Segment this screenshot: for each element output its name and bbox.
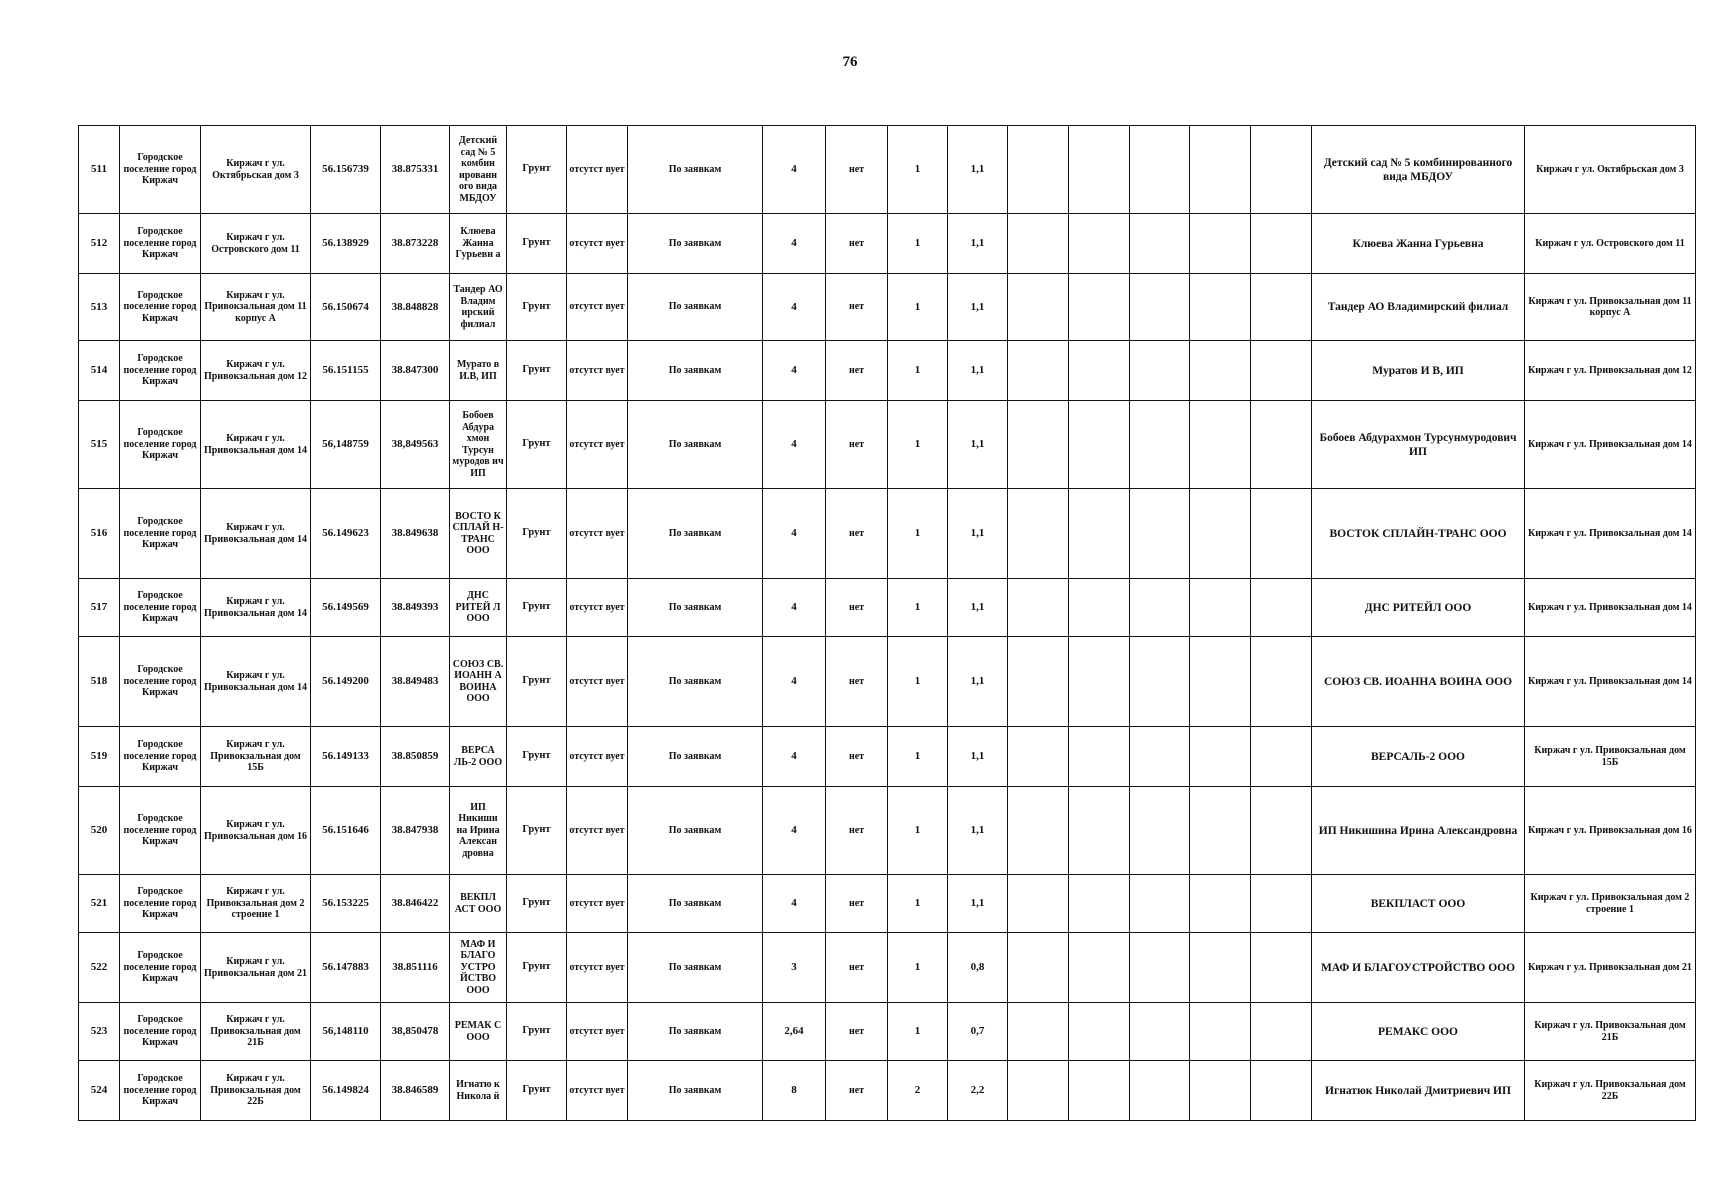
cell-containers: 1 xyxy=(888,401,948,489)
cell-address: Киржач г ул. Привокзальная дом 14 xyxy=(201,579,311,637)
cell-schedule: По заявкам xyxy=(628,489,763,579)
cell-org: Клюева Жанна Гурьевна xyxy=(1312,214,1525,274)
cell-containers: 1 xyxy=(888,489,948,579)
cell-owner-short: МАФ И БЛАГО УСТРО ЙСТВО ООО xyxy=(450,933,507,1003)
cell-schedule: По заявкам xyxy=(628,787,763,875)
cell-shelter: нет xyxy=(826,341,888,401)
cell-org: ВЕКПЛАСТ ООО xyxy=(1312,875,1525,933)
cell-org-address: Киржач г ул. Привокзальная дом 14 xyxy=(1525,579,1696,637)
container-sites-table xyxy=(78,125,1696,1121)
cell-empty xyxy=(1130,933,1190,1003)
cell-org-address: Киржач г ул. Привокзальная дом 2 строение 1 xyxy=(1525,875,1696,933)
cell-n: 517 xyxy=(79,579,120,637)
cell-settlement: Городское поселение город Киржач xyxy=(120,637,201,727)
cell-address: Киржач г ул. Привокзальная дом 16 xyxy=(201,787,311,875)
cell-surface: Грунт xyxy=(507,637,567,727)
cell-lat: 56,148110 xyxy=(311,1003,381,1061)
cell-empty xyxy=(1251,274,1312,341)
cell-schedule: По заявкам xyxy=(628,126,763,214)
cell-owner-short: Бобоев Абдура хмон Турсун муродов ич ИП xyxy=(450,401,507,489)
cell-area: 4 xyxy=(763,727,826,787)
table-row xyxy=(79,875,1696,933)
cell-empty xyxy=(1069,787,1130,875)
table-row xyxy=(79,1061,1696,1121)
cell-empty xyxy=(1008,489,1069,579)
cell-lon: 38,849563 xyxy=(381,401,450,489)
cell-lat: 56,148759 xyxy=(311,401,381,489)
cell-empty xyxy=(1008,1061,1069,1121)
cell-empty xyxy=(1190,341,1251,401)
cell-n: 522 xyxy=(79,933,120,1003)
cell-n: 523 xyxy=(79,1003,120,1061)
cell-containers: 1 xyxy=(888,933,948,1003)
cell-org: Тандер АО Владимирский филиал xyxy=(1312,274,1525,341)
cell-schedule: По заявкам xyxy=(628,579,763,637)
cell-org-address: Киржач г ул. Привокзальная дом 21Б xyxy=(1525,1003,1696,1061)
cell-settlement: Городское поселение город Киржач xyxy=(120,875,201,933)
cell-schedule: По заявкам xyxy=(628,214,763,274)
cell-volume: 1,1 xyxy=(948,727,1008,787)
cell-empty xyxy=(1251,1061,1312,1121)
cell-org-address: Киржач г ул. Привокзальная дом 16 xyxy=(1525,787,1696,875)
cell-fence: отсутст вует xyxy=(567,875,628,933)
cell-lon: 38.849393 xyxy=(381,579,450,637)
cell-containers: 1 xyxy=(888,341,948,401)
cell-empty xyxy=(1069,126,1130,214)
cell-n: 513 xyxy=(79,274,120,341)
cell-settlement: Городское поселение город Киржач xyxy=(120,401,201,489)
cell-fence: отсутст вует xyxy=(567,933,628,1003)
cell-lat: 56.149200 xyxy=(311,637,381,727)
cell-empty xyxy=(1190,1003,1251,1061)
cell-org: ДНС РИТЕЙЛ ООО xyxy=(1312,579,1525,637)
cell-containers: 1 xyxy=(888,875,948,933)
cell-org: Бобоев Абдурахмон Турсунмуродович ИП xyxy=(1312,401,1525,489)
cell-empty xyxy=(1251,787,1312,875)
cell-owner-short: Мурато в И.В, ИП xyxy=(450,341,507,401)
cell-owner-short: РЕМАК С ООО xyxy=(450,1003,507,1061)
cell-settlement: Городское поселение город Киржач xyxy=(120,1003,201,1061)
cell-schedule: По заявкам xyxy=(628,1003,763,1061)
cell-empty xyxy=(1130,214,1190,274)
cell-settlement: Городское поселение город Киржач xyxy=(120,274,201,341)
cell-shelter: нет xyxy=(826,1003,888,1061)
table-row xyxy=(79,1003,1696,1061)
cell-empty xyxy=(1008,126,1069,214)
cell-empty xyxy=(1130,787,1190,875)
cell-owner-short: Детский сад № 5 комбин ированн ого вида МБДОУ xyxy=(450,126,507,214)
cell-surface: Грунт xyxy=(507,126,567,214)
cell-area: 4 xyxy=(763,214,826,274)
cell-shelter: нет xyxy=(826,579,888,637)
cell-org: ВОСТОК СПЛАЙН-ТРАНС ООО xyxy=(1312,489,1525,579)
cell-schedule: По заявкам xyxy=(628,637,763,727)
cell-empty xyxy=(1190,875,1251,933)
cell-volume: 1,1 xyxy=(948,787,1008,875)
cell-lat: 56.149623 xyxy=(311,489,381,579)
cell-lon: 38.848828 xyxy=(381,274,450,341)
cell-owner-short: ДНС РИТЕЙ Л ООО xyxy=(450,579,507,637)
cell-empty xyxy=(1008,875,1069,933)
cell-shelter: нет xyxy=(826,489,888,579)
cell-volume: 1,1 xyxy=(948,341,1008,401)
cell-area: 8 xyxy=(763,1061,826,1121)
table-row xyxy=(79,579,1696,637)
cell-volume: 1,1 xyxy=(948,489,1008,579)
cell-shelter: нет xyxy=(826,933,888,1003)
cell-empty xyxy=(1251,579,1312,637)
cell-org-address: Киржач г ул. Привокзальная дом 12 xyxy=(1525,341,1696,401)
cell-lon: 38.846589 xyxy=(381,1061,450,1121)
cell-empty xyxy=(1130,1061,1190,1121)
cell-empty xyxy=(1008,214,1069,274)
cell-schedule: По заявкам xyxy=(628,401,763,489)
cell-lon: 38.850859 xyxy=(381,727,450,787)
cell-lat: 56.153225 xyxy=(311,875,381,933)
cell-empty xyxy=(1190,126,1251,214)
cell-shelter: нет xyxy=(826,214,888,274)
cell-owner-short: ВЕКПЛ АСТ ООО xyxy=(450,875,507,933)
cell-empty xyxy=(1251,1003,1312,1061)
cell-lat: 56.150674 xyxy=(311,274,381,341)
page-number: 76 xyxy=(842,54,858,70)
cell-empty xyxy=(1190,579,1251,637)
cell-empty xyxy=(1130,637,1190,727)
cell-empty xyxy=(1008,341,1069,401)
cell-n: 521 xyxy=(79,875,120,933)
cell-empty xyxy=(1069,875,1130,933)
cell-address: Киржач г ул. Привокзальная дом 21Б xyxy=(201,1003,311,1061)
cell-lon: 38.846422 xyxy=(381,875,450,933)
cell-empty xyxy=(1251,489,1312,579)
cell-address: Киржач г ул. Привокзальная дом 12 xyxy=(201,341,311,401)
cell-owner-short: СОЮЗ СВ. ИОАНН А ВОИНА ООО xyxy=(450,637,507,727)
cell-empty xyxy=(1251,341,1312,401)
cell-fence: отсутст вует xyxy=(567,126,628,214)
cell-empty xyxy=(1008,579,1069,637)
cell-empty xyxy=(1069,341,1130,401)
cell-containers: 1 xyxy=(888,274,948,341)
cell-empty xyxy=(1190,787,1251,875)
cell-lon: 38.847300 xyxy=(381,341,450,401)
cell-lat: 56.138929 xyxy=(311,214,381,274)
cell-empty xyxy=(1190,214,1251,274)
cell-schedule: По заявкам xyxy=(628,274,763,341)
cell-n: 514 xyxy=(79,341,120,401)
cell-volume: 1,1 xyxy=(948,126,1008,214)
cell-empty xyxy=(1190,727,1251,787)
cell-surface: Грунт xyxy=(507,489,567,579)
cell-fence: отсутст вует xyxy=(567,214,628,274)
cell-containers: 1 xyxy=(888,579,948,637)
table-row xyxy=(79,727,1696,787)
cell-fence: отсутст вует xyxy=(567,1061,628,1121)
cell-volume: 1,1 xyxy=(948,401,1008,489)
cell-org: Игнатюк Николай Дмитриевич ИП xyxy=(1312,1061,1525,1121)
table-row xyxy=(79,214,1696,274)
cell-owner-short: ИП Никиши на Ирина Алексан дровна xyxy=(450,787,507,875)
cell-address: Киржач г ул. Привокзальная дом 14 xyxy=(201,401,311,489)
table-row xyxy=(79,274,1696,341)
table-row xyxy=(79,637,1696,727)
cell-empty xyxy=(1069,1003,1130,1061)
cell-area: 4 xyxy=(763,637,826,727)
cell-owner-short: Клюева Жанна Гурьевн а xyxy=(450,214,507,274)
cell-area: 4 xyxy=(763,787,826,875)
cell-empty xyxy=(1130,1003,1190,1061)
cell-fence: отсутст вует xyxy=(567,727,628,787)
cell-n: 520 xyxy=(79,787,120,875)
cell-volume: 1,1 xyxy=(948,637,1008,727)
cell-owner-short: Игнатю к Никола й xyxy=(450,1061,507,1121)
cell-area: 4 xyxy=(763,126,826,214)
cell-shelter: нет xyxy=(826,727,888,787)
cell-empty xyxy=(1008,401,1069,489)
table-row xyxy=(79,126,1696,214)
cell-org-address: Киржач г ул. Привокзальная дом 22Б xyxy=(1525,1061,1696,1121)
cell-empty xyxy=(1069,214,1130,274)
cell-area: 2,64 xyxy=(763,1003,826,1061)
cell-empty xyxy=(1130,579,1190,637)
cell-volume: 1,1 xyxy=(948,274,1008,341)
cell-lat: 56.149133 xyxy=(311,727,381,787)
cell-empty xyxy=(1251,875,1312,933)
cell-surface: Грунт xyxy=(507,787,567,875)
cell-org: ИП Никишина Ирина Александровна xyxy=(1312,787,1525,875)
cell-volume: 1,1 xyxy=(948,579,1008,637)
cell-empty xyxy=(1190,1061,1251,1121)
cell-containers: 1 xyxy=(888,214,948,274)
cell-org: ВЕРСАЛЬ-2 ООО xyxy=(1312,727,1525,787)
cell-empty xyxy=(1069,579,1130,637)
cell-empty xyxy=(1130,489,1190,579)
cell-surface: Грунт xyxy=(507,401,567,489)
table-body xyxy=(79,126,1696,1121)
cell-address: Киржач г ул. Октябрьская дом 3 xyxy=(201,126,311,214)
cell-shelter: нет xyxy=(826,274,888,341)
cell-owner-short: ВЕРСА ЛЬ-2 ООО xyxy=(450,727,507,787)
cell-schedule: По заявкам xyxy=(628,1061,763,1121)
cell-org-address: Киржач г ул. Привокзальная дом 14 xyxy=(1525,489,1696,579)
cell-org-address: Киржач г ул. Привокзальная дом 14 xyxy=(1525,637,1696,727)
cell-org-address: Киржач г ул. Привокзальная дом 14 xyxy=(1525,401,1696,489)
cell-fence: отсутст вует xyxy=(567,489,628,579)
cell-owner-short: Тандер АО Владим ирский филиал xyxy=(450,274,507,341)
cell-address: Киржач г ул. Привокзальная дом 15Б xyxy=(201,727,311,787)
cell-org-address: Киржач г ул. Привокзальная дом 21 xyxy=(1525,933,1696,1003)
cell-lon: 38.849638 xyxy=(381,489,450,579)
cell-org: СОЮЗ СВ. ИОАННА ВОИНА ООО xyxy=(1312,637,1525,727)
cell-fence: отсутст вует xyxy=(567,637,628,727)
cell-address: Киржач г ул. Привокзальная дом 22Б xyxy=(201,1061,311,1121)
cell-org: Детский сад № 5 комбинированного вида МБДОУ xyxy=(1312,126,1525,214)
cell-empty xyxy=(1008,274,1069,341)
cell-shelter: нет xyxy=(826,637,888,727)
cell-empty xyxy=(1130,727,1190,787)
table-row xyxy=(79,489,1696,579)
cell-settlement: Городское поселение город Киржач xyxy=(120,1061,201,1121)
cell-fence: отсутст вует xyxy=(567,1003,628,1061)
cell-area: 4 xyxy=(763,401,826,489)
cell-empty xyxy=(1190,933,1251,1003)
cell-volume: 2,2 xyxy=(948,1061,1008,1121)
cell-fence: отсутст вует xyxy=(567,579,628,637)
cell-settlement: Городское поселение город Киржач xyxy=(120,727,201,787)
cell-empty xyxy=(1130,875,1190,933)
cell-settlement: Городское поселение город Киржач xyxy=(120,579,201,637)
cell-settlement: Городское поселение город Киржач xyxy=(120,933,201,1003)
cell-schedule: По заявкам xyxy=(628,341,763,401)
cell-owner-short: ВОСТО К СПЛАЙ Н-ТРАНС ООО xyxy=(450,489,507,579)
cell-lat: 56.156739 xyxy=(311,126,381,214)
cell-empty xyxy=(1251,727,1312,787)
cell-schedule: По заявкам xyxy=(628,875,763,933)
cell-fence: отсутст вует xyxy=(567,341,628,401)
cell-empty xyxy=(1130,126,1190,214)
cell-shelter: нет xyxy=(826,126,888,214)
cell-address: Киржач г ул. Привокзальная дом 21 xyxy=(201,933,311,1003)
cell-lat: 56.149824 xyxy=(311,1061,381,1121)
cell-address: Киржач г ул. Привокзальная дом 14 xyxy=(201,637,311,727)
cell-empty xyxy=(1190,274,1251,341)
cell-empty xyxy=(1008,787,1069,875)
cell-empty xyxy=(1251,126,1312,214)
cell-org: Муратов И В, ИП xyxy=(1312,341,1525,401)
cell-empty xyxy=(1069,933,1130,1003)
cell-lon: 38.849483 xyxy=(381,637,450,727)
cell-empty xyxy=(1251,637,1312,727)
cell-volume: 0,7 xyxy=(948,1003,1008,1061)
cell-n: 511 xyxy=(79,126,120,214)
cell-surface: Грунт xyxy=(507,1003,567,1061)
cell-schedule: По заявкам xyxy=(628,933,763,1003)
cell-shelter: нет xyxy=(826,1061,888,1121)
cell-area: 4 xyxy=(763,875,826,933)
cell-surface: Грунт xyxy=(507,214,567,274)
table-row xyxy=(79,341,1696,401)
cell-empty xyxy=(1069,274,1130,341)
cell-empty xyxy=(1130,274,1190,341)
cell-empty xyxy=(1190,489,1251,579)
cell-org: МАФ И БЛАГОУСТРОЙСТВО ООО xyxy=(1312,933,1525,1003)
table-row xyxy=(79,787,1696,875)
cell-fence: отсутст вует xyxy=(567,787,628,875)
cell-lon: 38.847938 xyxy=(381,787,450,875)
cell-volume: 1,1 xyxy=(948,214,1008,274)
cell-surface: Грунт xyxy=(507,875,567,933)
cell-area: 4 xyxy=(763,274,826,341)
table-row xyxy=(79,933,1696,1003)
cell-n: 518 xyxy=(79,637,120,727)
cell-surface: Грунт xyxy=(507,933,567,1003)
cell-empty xyxy=(1069,727,1130,787)
cell-settlement: Городское поселение город Киржач xyxy=(120,214,201,274)
cell-empty xyxy=(1008,637,1069,727)
cell-empty xyxy=(1069,637,1130,727)
cell-empty xyxy=(1008,1003,1069,1061)
cell-lon: 38.875331 xyxy=(381,126,450,214)
cell-settlement: Городское поселение город Киржач xyxy=(120,126,201,214)
cell-containers: 2 xyxy=(888,1061,948,1121)
cell-address: Киржач г ул. Привокзальная дом 14 xyxy=(201,489,311,579)
cell-n: 524 xyxy=(79,1061,120,1121)
cell-containers: 1 xyxy=(888,1003,948,1061)
cell-empty xyxy=(1069,401,1130,489)
cell-schedule: По заявкам xyxy=(628,727,763,787)
cell-settlement: Городское поселение город Киржач xyxy=(120,787,201,875)
cell-empty xyxy=(1251,214,1312,274)
cell-area: 3 xyxy=(763,933,826,1003)
cell-org: РЕМАКС ООО xyxy=(1312,1003,1525,1061)
cell-lat: 56.151155 xyxy=(311,341,381,401)
cell-area: 4 xyxy=(763,579,826,637)
cell-org-address: Киржач г ул. Октябрьская дом 3 xyxy=(1525,126,1696,214)
cell-empty xyxy=(1190,637,1251,727)
cell-empty xyxy=(1130,341,1190,401)
cell-lat: 56.149569 xyxy=(311,579,381,637)
cell-n: 516 xyxy=(79,489,120,579)
cell-volume: 0,8 xyxy=(948,933,1008,1003)
cell-surface: Грунт xyxy=(507,1061,567,1121)
cell-lat: 56.151646 xyxy=(311,787,381,875)
table-row xyxy=(79,401,1696,489)
cell-surface: Грунт xyxy=(507,341,567,401)
cell-lat: 56.147883 xyxy=(311,933,381,1003)
cell-empty xyxy=(1008,727,1069,787)
cell-shelter: нет xyxy=(826,787,888,875)
cell-fence: отсутст вует xyxy=(567,401,628,489)
cell-lon: 38,850478 xyxy=(381,1003,450,1061)
cell-n: 519 xyxy=(79,727,120,787)
cell-containers: 1 xyxy=(888,637,948,727)
cell-surface: Грунт xyxy=(507,274,567,341)
cell-settlement: Городское поселение город Киржач xyxy=(120,489,201,579)
cell-containers: 1 xyxy=(888,787,948,875)
cell-lon: 38.873228 xyxy=(381,214,450,274)
cell-surface: Грунт xyxy=(507,579,567,637)
cell-empty xyxy=(1251,401,1312,489)
cell-area: 4 xyxy=(763,489,826,579)
cell-shelter: нет xyxy=(826,875,888,933)
cell-empty xyxy=(1008,933,1069,1003)
cell-empty xyxy=(1251,933,1312,1003)
cell-org-address: Киржач г ул. Островского дом 11 xyxy=(1525,214,1696,274)
cell-address: Киржач г ул. Островского дом 11 xyxy=(201,214,311,274)
cell-empty xyxy=(1069,1061,1130,1121)
cell-n: 515 xyxy=(79,401,120,489)
cell-empty xyxy=(1130,401,1190,489)
cell-area: 4 xyxy=(763,341,826,401)
cell-empty xyxy=(1069,489,1130,579)
cell-lon: 38.851116 xyxy=(381,933,450,1003)
cell-n: 512 xyxy=(79,214,120,274)
cell-address: Киржач г ул. Привокзальная дом 11 корпус А xyxy=(201,274,311,341)
cell-containers: 1 xyxy=(888,727,948,787)
cell-volume: 1,1 xyxy=(948,875,1008,933)
cell-containers: 1 xyxy=(888,126,948,214)
cell-shelter: нет xyxy=(826,401,888,489)
cell-fence: отсутст вует xyxy=(567,274,628,341)
cell-org-address: Киржач г ул. Привокзальная дом 11 корпус А xyxy=(1525,274,1696,341)
cell-settlement: Городское поселение город Киржач xyxy=(120,341,201,401)
cell-address: Киржач г ул. Привокзальная дом 2 строение 1 xyxy=(201,875,311,933)
cell-surface: Грунт xyxy=(507,727,567,787)
cell-org-address: Киржач г ул. Привокзальная дом 15Б xyxy=(1525,727,1696,787)
cell-empty xyxy=(1190,401,1251,489)
